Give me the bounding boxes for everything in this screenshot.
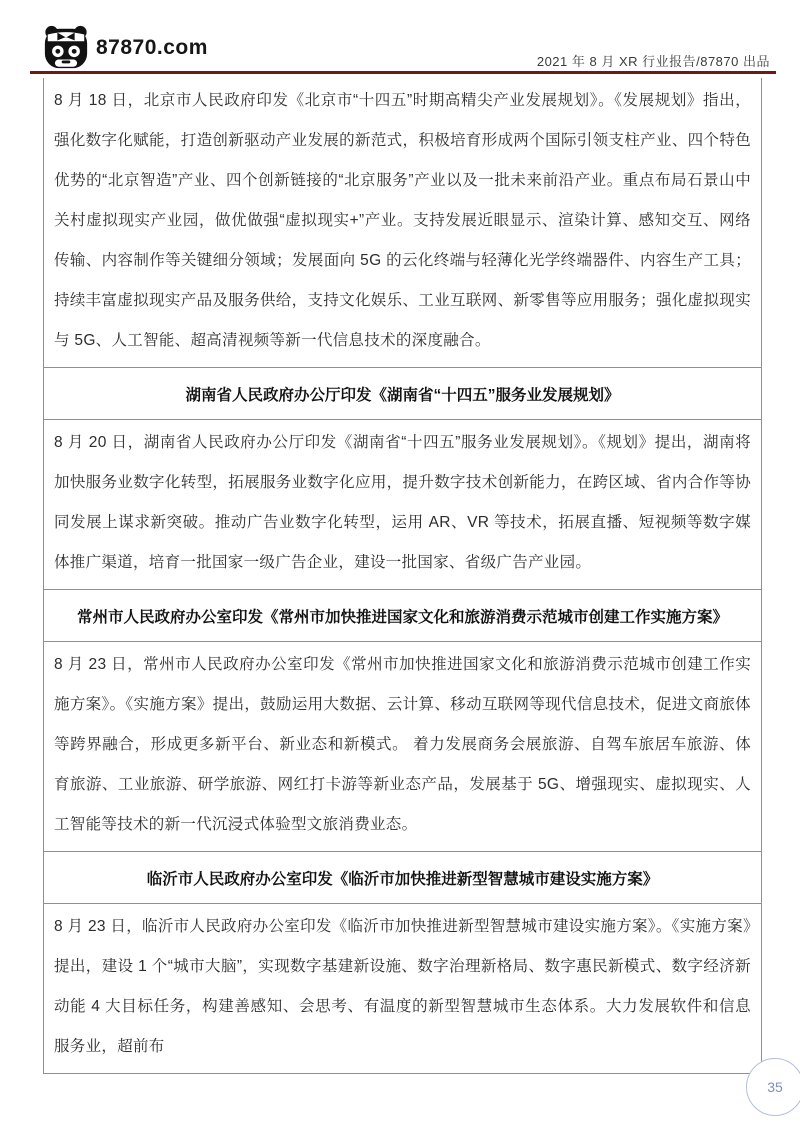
header-divider-line — [30, 71, 776, 74]
section-heading-changzhou: 常州市人民政府办公室印发《常州市加快推进国家文化和旅游消费示范城市创建工作实施方案》 — [44, 589, 761, 641]
section-heading-linyi: 临沂市人民政府办公室印发《临沂市加快推进新型智慧城市建设实施方案》 — [44, 851, 761, 903]
page-number-badge — [746, 1058, 800, 1116]
policy-paragraph-hunan: 8 月 20 日，湖南省人民政府办公厅印发《湖南省“十四五”服务业发展规划》。《规划》提出，湖南将加快服务业数字化转型，拓展服务业数字化应用，提升数字技术创新能力，在跨区域、省内合作等协同发展上谋求新突破。推动广告业数字化转型，运用 AR、VR 等技术，拓展直播、短视频等数字媒体推广渠道，培育一批国家一级广告企业，建设一批国家、省级广告产业园。 — [44, 419, 761, 589]
policy-paragraph-linyi: 8 月 23 日，临沂市人民政府办公室印发《临沂市加快推进新型智慧城市建设实施方案》。《实施方案》提出，建设 1 个“城市大脑”，实现数字基建新设施、数字治理新格局、数字惠民新模式、数字经济新动能 4 大目标任务，构建善感知、会思考、有温度的新型智慧城市生态体系。大力发展软件和信息服务业，超前布 — [44, 903, 761, 1073]
report-info-text: 2021 年 8 月 XR 行业报告/87870 出品 — [536, 54, 770, 69]
section-heading-hunan: 湖南省人民政府办公厅印发《湖南省“十四五”服务业发展规划》 — [44, 367, 761, 419]
brand-logo-text: 87870.com — [96, 36, 208, 59]
page-header — [30, 22, 770, 70]
policy-paragraph-beijing: 8 月 18 日，北京市人民政府印发《北京市“十四五”时期高精尖产业发展规划》。《发展规划》指出，强化数字化赋能，打造创新驱动产业发展的新范式，积极培育形成两个国际引领支柱产业、四个特色优势的“北京智造”产业、四个创新链接的“北京服务”产业以及一批未来前沿产业。重点布局石景山中关村虚拟现实产业园，做优做强“虚拟现实+”产业。支持发展近眼显示、渲染计算、感知交互、网络传输、内容制作等关键细分领域；发展面向 5G 的云化终端与轻薄化光学终端器件、内容生产工具；持续丰富虚拟现实产品及服务供给，支持文化娱乐、工业互联网、新零售等应用服务；强化虚拟现实与 5G、人工智能、超高清视频等新一代信息技术的深度融合。 — [54, 92, 751, 349]
page-number: 35 — [767, 1079, 783, 1095]
policy-table — [43, 78, 762, 1074]
panda-logo-icon — [42, 24, 90, 72]
policy-paragraph-changzhou: 8 月 23 日，常州市人民政府办公室印发《常州市加快推进国家文化和旅游消费示范城市创建工作实施方案》。《实施方案》提出，鼓励运用大数据、云计算、移动互联网等现代信息技术，促进文商旅体等跨界融合，形成更多新平台、新业态和新模式。 着力发展商务会展旅游、自驾车旅居车旅游、体育旅游、工业旅游、研学旅游、网红打卡游等新业态产品，发展基于 5G、增强现实、虚拟现实、人工智能等技术的新一代沉浸式体验型文旅消费业态。 — [44, 641, 761, 851]
brand-logo — [42, 24, 208, 72]
